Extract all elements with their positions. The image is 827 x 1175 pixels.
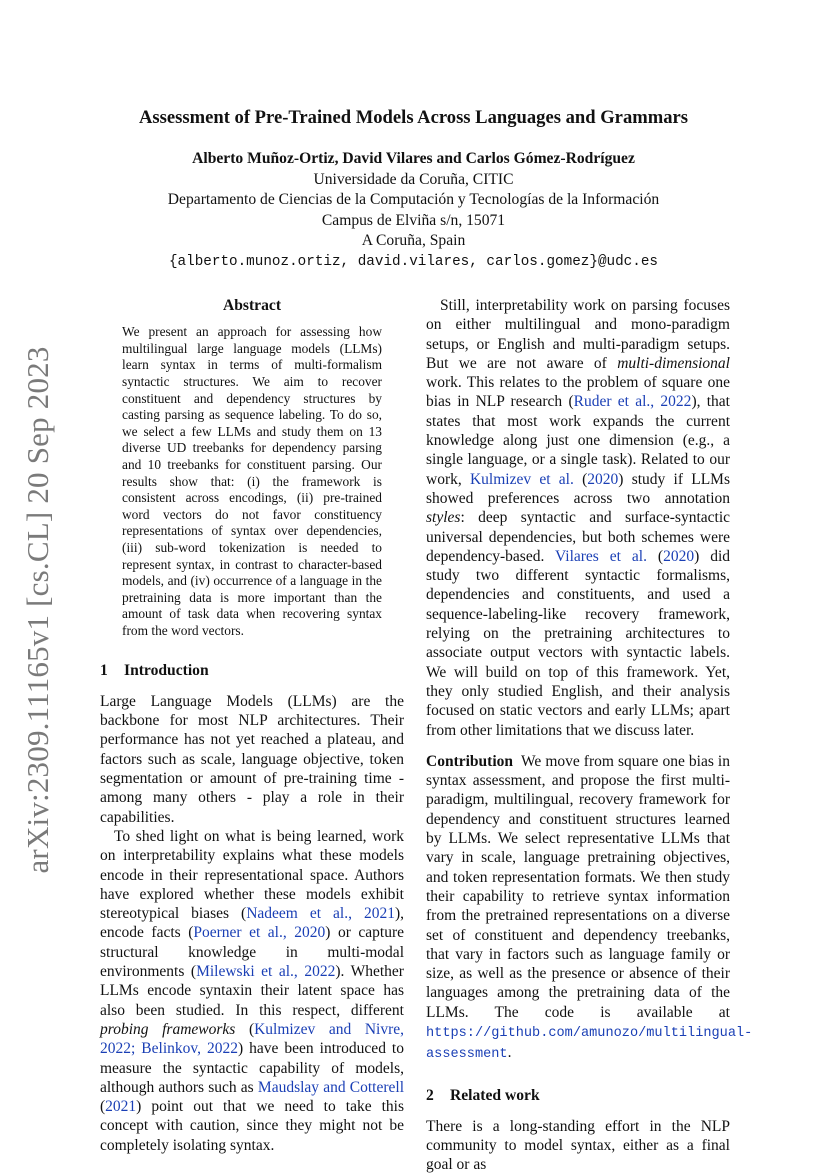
citation-link[interactable]: Kulmizev and Nivre, 2022; Belinkov, 2022 xyxy=(100,1020,404,1058)
author-block xyxy=(100,149,727,272)
affiliation-line: A Coruña, Spain xyxy=(361,232,466,249)
contribution-paragraph: Contribution We move from square one bias in syntax assessment, and propose the first multi-paradigm, multilingual, recovery framework for dependency and constituent structures learned by LLMs. We select representative LLMs that vary in scale, language pretraining objectives, and token representation formats. We then study their capability to retrieve syntax information from the pretrained representations on a diverse set of constituent and dependency treebanks, that vary in factors such as language family or size, as well as the presence or absence of their languages among the pretraining data of the LLMs. The code is available at https://github.com/amunozo/multilingual-assessment. xyxy=(426,752,753,1063)
paper-title: Assessment of Pre-Trained Models Across Languages and Grammars xyxy=(138,107,688,128)
citation-link[interactable]: 2020 xyxy=(587,470,619,488)
arxiv-id-text: arXiv:2309.11165v1 [cs.CL] 20 Sep 2023 xyxy=(20,346,55,874)
citation-link[interactable]: Nadeem et al., 2021 xyxy=(246,905,395,923)
section-number: 2 xyxy=(426,1086,434,1104)
arxiv-identifier xyxy=(14,330,62,890)
related-work-paragraph: There is a long-standing effort in the NLP community to model syntax, either as a final goal or as xyxy=(426,1117,730,1174)
author-emails: {alberto.munoz.ortiz, david.vilares, carlos.gomez}@udc.es xyxy=(168,253,659,270)
citation-link[interactable]: 2020 xyxy=(663,547,695,565)
citation-link[interactable]: Vilares et al. xyxy=(555,547,647,565)
section-title: Related work xyxy=(450,1086,540,1104)
body-paragraph: Still, interpretability work on parsing focuses on either multilingual and mono-paradigm setups, or English and multi-paradigm setups. But we are not aware of multi-dimensional work. This relates to the problem of square one bias in NLP research (Ruder et al., 2022), that states that most work expands the current knowledge along just one dimension (e.g., a single language, or a single task). Related to our work, Kulmizev et al. (2020) study if LLMs showed preferences across two annotation styles: deep syntactic and surface-syntactic universal dependencies, but both schemes were dependency-based. Vilares et al. (2020) did study two different syntactic formalisms, dependencies and constituents, and used a sequence-labeling-like recovery framework, relying on the pretraining architectures to associate output vectors with syntactic labels. We will build on top of this framework. Yet, they only studied English, and their analysis focused on static vectors and early LLMs; apart from other limitations that we discuss later. xyxy=(426,297,731,739)
citation-link[interactable]: 2021 xyxy=(105,1098,137,1116)
code-repository-link[interactable]: https://github.com/amunozo/multilingual-assessment xyxy=(426,1025,753,1063)
affiliation-line: Universidade da Coruña, CITIC xyxy=(313,170,514,188)
left-column xyxy=(100,296,404,1155)
citation-link[interactable]: Kulmizev et al. xyxy=(469,470,574,488)
intro-paragraph: Large Language Models (LLMs) are the backbone for most NLP architectures. Their performance has not yet reached a plateau, and factors such as scale, language objective, token segmentation or amount of pre-training time - among many others - play a role in their capabilities. xyxy=(100,692,404,826)
right-column xyxy=(426,296,753,1175)
section-title: Introduction xyxy=(124,661,209,679)
abstract-heading: Abstract xyxy=(222,297,282,314)
section-heading-related-work xyxy=(426,1086,730,1105)
abstract-text: We present an approach for assessing how multilingual large language models (LLMs) learn syntax in terms of multi-formalism syntactic structures. We aim to recover constituent and dependency structures by casting parsing as sequence labeling. To do so, we select a few LLMs and study them on 13 diverse UD treebanks for dependency parsing and 10 treebanks for constituent parsing. Our results show that: (i) the framework is consistent across encodings, (ii) pre-trained word vectors do not favor constituency representations of syntax over dependencies, (iii) sub-word tokenization is needed to represent syntax, in contrast to character-based models, and (iv) occurrence of a language in the pretraining data is more important than the amount of task data when recovering syntax from the word vectors. xyxy=(122,324,382,638)
section-heading-introduction xyxy=(100,661,404,680)
affiliation-line: Departamento de Ciencias de la Computación y Tecnologías de la Información xyxy=(167,191,660,208)
paragraph-heading: Contribution xyxy=(426,752,513,770)
citation-link[interactable]: Ruder et al., 2022 xyxy=(573,393,692,411)
citation-link[interactable]: Milewski et al., 2022 xyxy=(196,963,336,981)
citation-link[interactable]: Maudslay and Cotterell xyxy=(257,1078,404,1096)
section-number: 1 xyxy=(100,661,108,679)
author-names: Alberto Muñoz-Ortiz, David Vilares and Carlos Gómez-Rodríguez xyxy=(192,150,635,167)
affiliation-line: Campus de Elviña s/n, 15071 xyxy=(321,211,506,229)
citation-link[interactable]: Poerner et al., 2020 xyxy=(193,924,326,942)
intro-paragraph: To shed light on what is being learned, work on interpretability explains what these models encode in their representational space. Authors have explored whether these models exhibit stereotypical biases (Nadeem et al., 2021), encode facts (Poerner et al., 2020) or capture structural knowledge in multi-modal environments (Milewski et al., 2022). Whether LLMs encode syntaxin their latent space has also been studied. In this respect, different probing frameworks (Kulmizev and Nivre, 2022; Belinkov, 2022) have been introduced to measure the syntactic capability of models, although authors such as Maudslay and Cotterell (2021) point out that we need to take this concept with caution, since they might not be completely isolating syntax. xyxy=(100,827,404,1154)
